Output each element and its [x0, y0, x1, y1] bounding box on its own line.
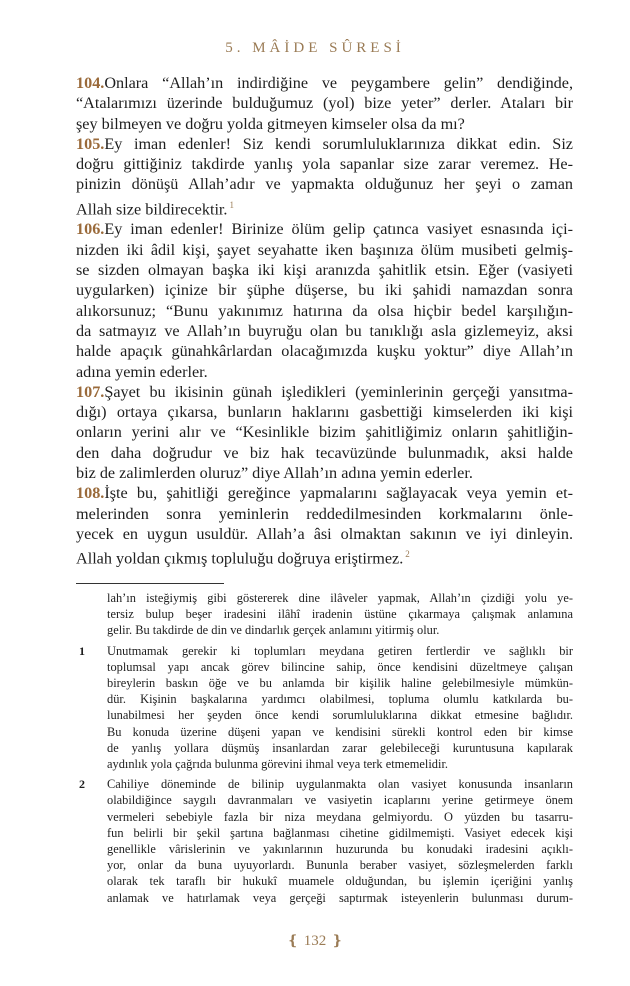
verse-line: Allah yoldan çıkmış topluluğu doğruya eriştirmez. [76, 549, 404, 568]
verse-line: uygularken) içinize bir şüphe düşerse, bu iki şahidi namazdan sonra [76, 281, 573, 300]
verse-number: 107. [76, 382, 105, 401]
verse-line: adına yemin ederler. [76, 362, 208, 381]
surah-title: 5. MÂİDE SÛRESİ [225, 40, 405, 56]
ornament-right-icon: ❵ [331, 934, 343, 949]
verse-line: doğru gittiğiniz takdirde yanlış yola sapanlar size zarar veremez. He- [76, 155, 573, 174]
verse-line: Şayet bu ikisinin günah işledikleri (yeminlerinin gerçeği yansıtma- [104, 382, 573, 401]
verse-line: se sizden olmayan başka iki kişi aranızda şahitlik etsin. Eğer (vasiyeti [76, 261, 573, 280]
footnote-line: toplumsal yapı ancak görev bilincine sahip, önce kendisini düzeltmeye çalışan [107, 659, 573, 674]
footnote-line: Bu konuda üzerine düşeni yapan ve kendisini sürekli kontrol eden bir kimse [107, 724, 573, 739]
footnote-ref[interactable]: 2 [405, 549, 410, 560]
footnote-line: yor, onlar da buna uyuyorlardı. Bununla beraber vasiyet, sözleşmelerden farklı [107, 858, 573, 873]
footnote-line: bireylerin baskın öğe ve bu anlamda bir kişilik haline gelebilmesiyle mümkün- [107, 676, 573, 691]
verse-line: den daha doğrudur ve biz hak tecavüzünde bulunmadık, aksi halde [76, 443, 573, 462]
ornament-left-icon: ❴ [287, 934, 299, 949]
footnote-line: aydınlık yola çağrıda bulunma görevini ihmal veya terk etmemelidir. [107, 757, 448, 772]
footnote-line: Cahiliye döneminde de bilinip uygulanmakta olan vasiyet konusunda insanların [107, 777, 573, 792]
verse-line: İşte bu, şahitliği gereğince yapmalarını sağlayacak veya yemin et- [104, 484, 573, 503]
footnote-line: olarak tek taraflı bir hukukî muamele olduğundan, bu işlemin içeriğini yanlış [107, 874, 573, 889]
verse-line: da satmayız ve Allah’ın buyruğu olan bu tanıklığı asla gizlemeyiz, aksi [76, 321, 573, 340]
footnote-number: 1 [79, 643, 85, 658]
footnote-line: lah’ın isteğiymiş gibi göstererek dine ilâveler yapmak, Allah’ın çizdiği yolu ye- [107, 591, 573, 605]
footnote-ref[interactable]: 1 [229, 199, 234, 210]
verse-108 [76, 483, 573, 569]
footnote-line: olabildiğince saygılı davranmaları ve vasiyetin icaplarını yerine getirmeye önem [107, 793, 573, 808]
footnote-line: lunabilmesi her şeyden önce kendi sorumluluklarına dikkat etmesine bağlıdır. [107, 708, 573, 723]
footnote-continued [76, 590, 573, 639]
footnote-2 [76, 776, 573, 906]
footnote-number: 2 [79, 777, 85, 792]
verse-105 [76, 134, 573, 220]
footnote-1 [76, 643, 573, 773]
running-header [0, 40, 630, 57]
verse-line: nizden iki âdil kişi, şayet seyahatte iken başınıza ölüm musibeti gelmiş- [76, 240, 573, 259]
verse-line: Allah size bildirecektir. [76, 200, 228, 219]
verse-line: “Atalarımızı üzerinde bulduğumuz (yol) bize yeter” derler. Ataları bir [76, 94, 573, 113]
verse-line: dığı) ortaya çıkarsa, bunların haklarını gasbettiği kimselerden iki kişi [76, 403, 573, 422]
footnote-line: de yanlış yollara düşmüş insanlardan zarar gelebileceği kuruntusuna kapılarak [107, 740, 573, 755]
verse-line: melerinden sonra yeminlerin reddedilmesinden korkmalarını önle- [76, 504, 573, 523]
footnote-line: tersiz bulup beşer iradesini ilâhî iradenin üstüne çıkarmaya çalışmak anlamına [107, 607, 573, 622]
footnote-line: vermeleri sebebiyle fazla bir niza meydana gelmiyordu. O yüzden bu tasarru- [107, 809, 573, 824]
verse-line: yecek en uygun usuldür. Allah’a âsi olmaktan sakının ve iyi dinleyin. [76, 524, 573, 543]
footnote-line: Unutmamak gerekir ki toplumları meydana getiren fertlerdir ve sağlıklı bir [107, 643, 573, 658]
footnote-line: anlamak ve hatırlamak veya gerçeği saptırmak isteyenlerin bulunması durum- [107, 890, 573, 905]
footnote-line: genellikle vârislerinin ve yakınlarının huzurunda bu konudaki iradesini açıklı- [107, 842, 573, 857]
verse-number: 106. [76, 220, 105, 239]
verse-line: Onlara “Allah’ın indirdiğine ve peygambere gelin” dendiğinde, [104, 74, 573, 92]
footnote-line: gelir. Bu takdirde de din ve dindarlık gerçek anlamını yitirmiş olur. [107, 623, 440, 638]
verse-line: onların yerini alır ve “Kesinlikle bizim şahitliğimiz onların şahitliğin- [76, 423, 573, 442]
footnote-line: fun belirli bir şekil şartına bağlanması cihetine gidilmemişti. Vasiyet edecek kişi [107, 825, 573, 840]
verse-104 [76, 73, 573, 134]
verse-line: halde apaçık günahkârlardan olacağımızda kuşku yoktur” diye Allah’ın [76, 342, 573, 361]
verse-number: 105. [76, 134, 105, 153]
footnotes [76, 590, 573, 906]
footnote-divider [76, 583, 224, 584]
page-footer [0, 933, 630, 950]
verse-line: Ey iman edenler! Birinize ölüm gelip çatınca vasiyet esnasında içi- [104, 220, 573, 239]
verse-line: biz de zalimlerden oluruz” diye Allah’ın adına yemin ederler. [76, 464, 473, 483]
verse-number: 104. [76, 74, 105, 92]
verse-106 [76, 219, 573, 381]
verse-line: şey bilmeyen ve doğru yolda gitmeyen kimseler olsa da mı? [76, 114, 465, 133]
verse-number: 108. [76, 484, 105, 503]
verse-107 [76, 382, 573, 483]
verse-text [76, 73, 573, 569]
verse-line: Ey iman edenler! Siz kendi sorumluluklarınıza dikkat edin. Siz [104, 134, 573, 153]
page-number: 132 [303, 933, 327, 949]
verse-line: pinizin dönüşü Allah’adır ve yapmakta olduğunuz her şeyi o zaman [76, 175, 573, 194]
verse-line: alıkorsunuz; “Bunu yakınımız hatırına da olsa hiçbir bedel karşılığın- [76, 301, 573, 320]
footnote-line: dür. Kişinin başkalarına yardımcı olabilmesi, topluma olumlu katkılarda bu- [107, 692, 573, 707]
